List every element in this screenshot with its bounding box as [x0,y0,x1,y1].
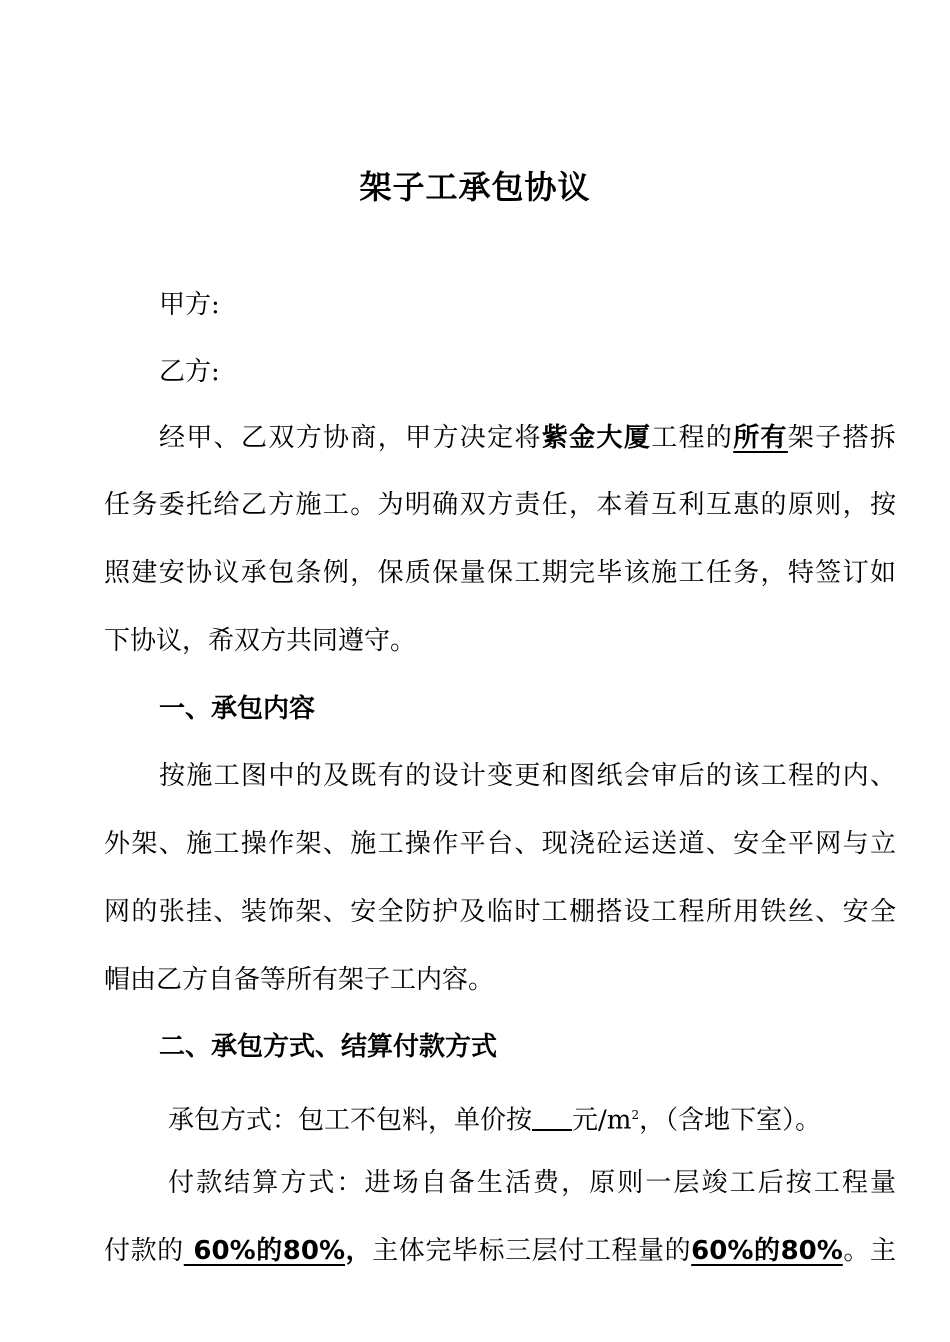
party-a-label: 甲方: [159,290,220,320]
section-1-line-1: 按施工图中的及既有的设计变更和图纸会审后的该工程的内、 [159,761,896,791]
unit-price-blank [532,1103,572,1131]
intro-text-b: 工程的 [651,423,734,453]
intro-line-3: 照建安协议承包条例，保质保量保工期完毕该施工任务，特签订如 [104,558,896,588]
section-1-heading: 一、承包内容 [159,694,316,724]
pay-text-b: 主体完毕标三层付工程量的 [372,1236,692,1266]
method-unit-sup: 2 [631,1108,640,1122]
payment-line-2 [104,1231,896,1271]
method-unit: 元/m [572,1105,632,1136]
intro-text-c: 架子搭拆 [787,423,896,453]
intro-line-4: 下协议，希双方共同遵守。 [104,626,417,656]
pay-text-c: 。主 [842,1236,896,1266]
project-name: 紫金大厦 [541,423,652,453]
contract-method-line [168,1095,950,1141]
document-title: 架子工承包协议 [359,168,591,206]
party-b-label: 乙方: [159,357,220,387]
section-1-line-2: 外架、施工操作架、施工操作平台、现浇砼运送道、安全平网与立 [104,829,896,859]
section-1-line-4: 帽由乙方自备等所有架子工内容。 [104,965,495,995]
pay-percent-1: 60%的80% [183,1236,346,1266]
section-2-heading: 二、承包方式、结算付款方式 [159,1032,498,1062]
intro-text-a: 经甲、乙双方协商，甲方决定将 [159,423,542,453]
pay-percent-2: 60%的80% [691,1236,843,1266]
section-1-line-3: 网的张挂、装饰架、安全防护及临时工棚搭设工程所用铁丝、安全 [104,897,896,927]
payment-line-1: 付款结算方式：进场自备生活费，原则一层竣工后按工程量 [168,1168,896,1198]
all-emphasis: 所有 [733,423,788,453]
pay-text-a: 付款的 [104,1236,184,1266]
pay-comma: ， [345,1236,373,1266]
method-text-b: ，（含地下室）。 [639,1105,822,1136]
method-text-a: 承包方式：包工不包料，单价按 [168,1105,533,1136]
intro-line-1 [159,418,896,458]
intro-line-2: 任务委托给乙方施工。为明确双方责任，本着互利互惠的原则，按 [104,490,896,520]
